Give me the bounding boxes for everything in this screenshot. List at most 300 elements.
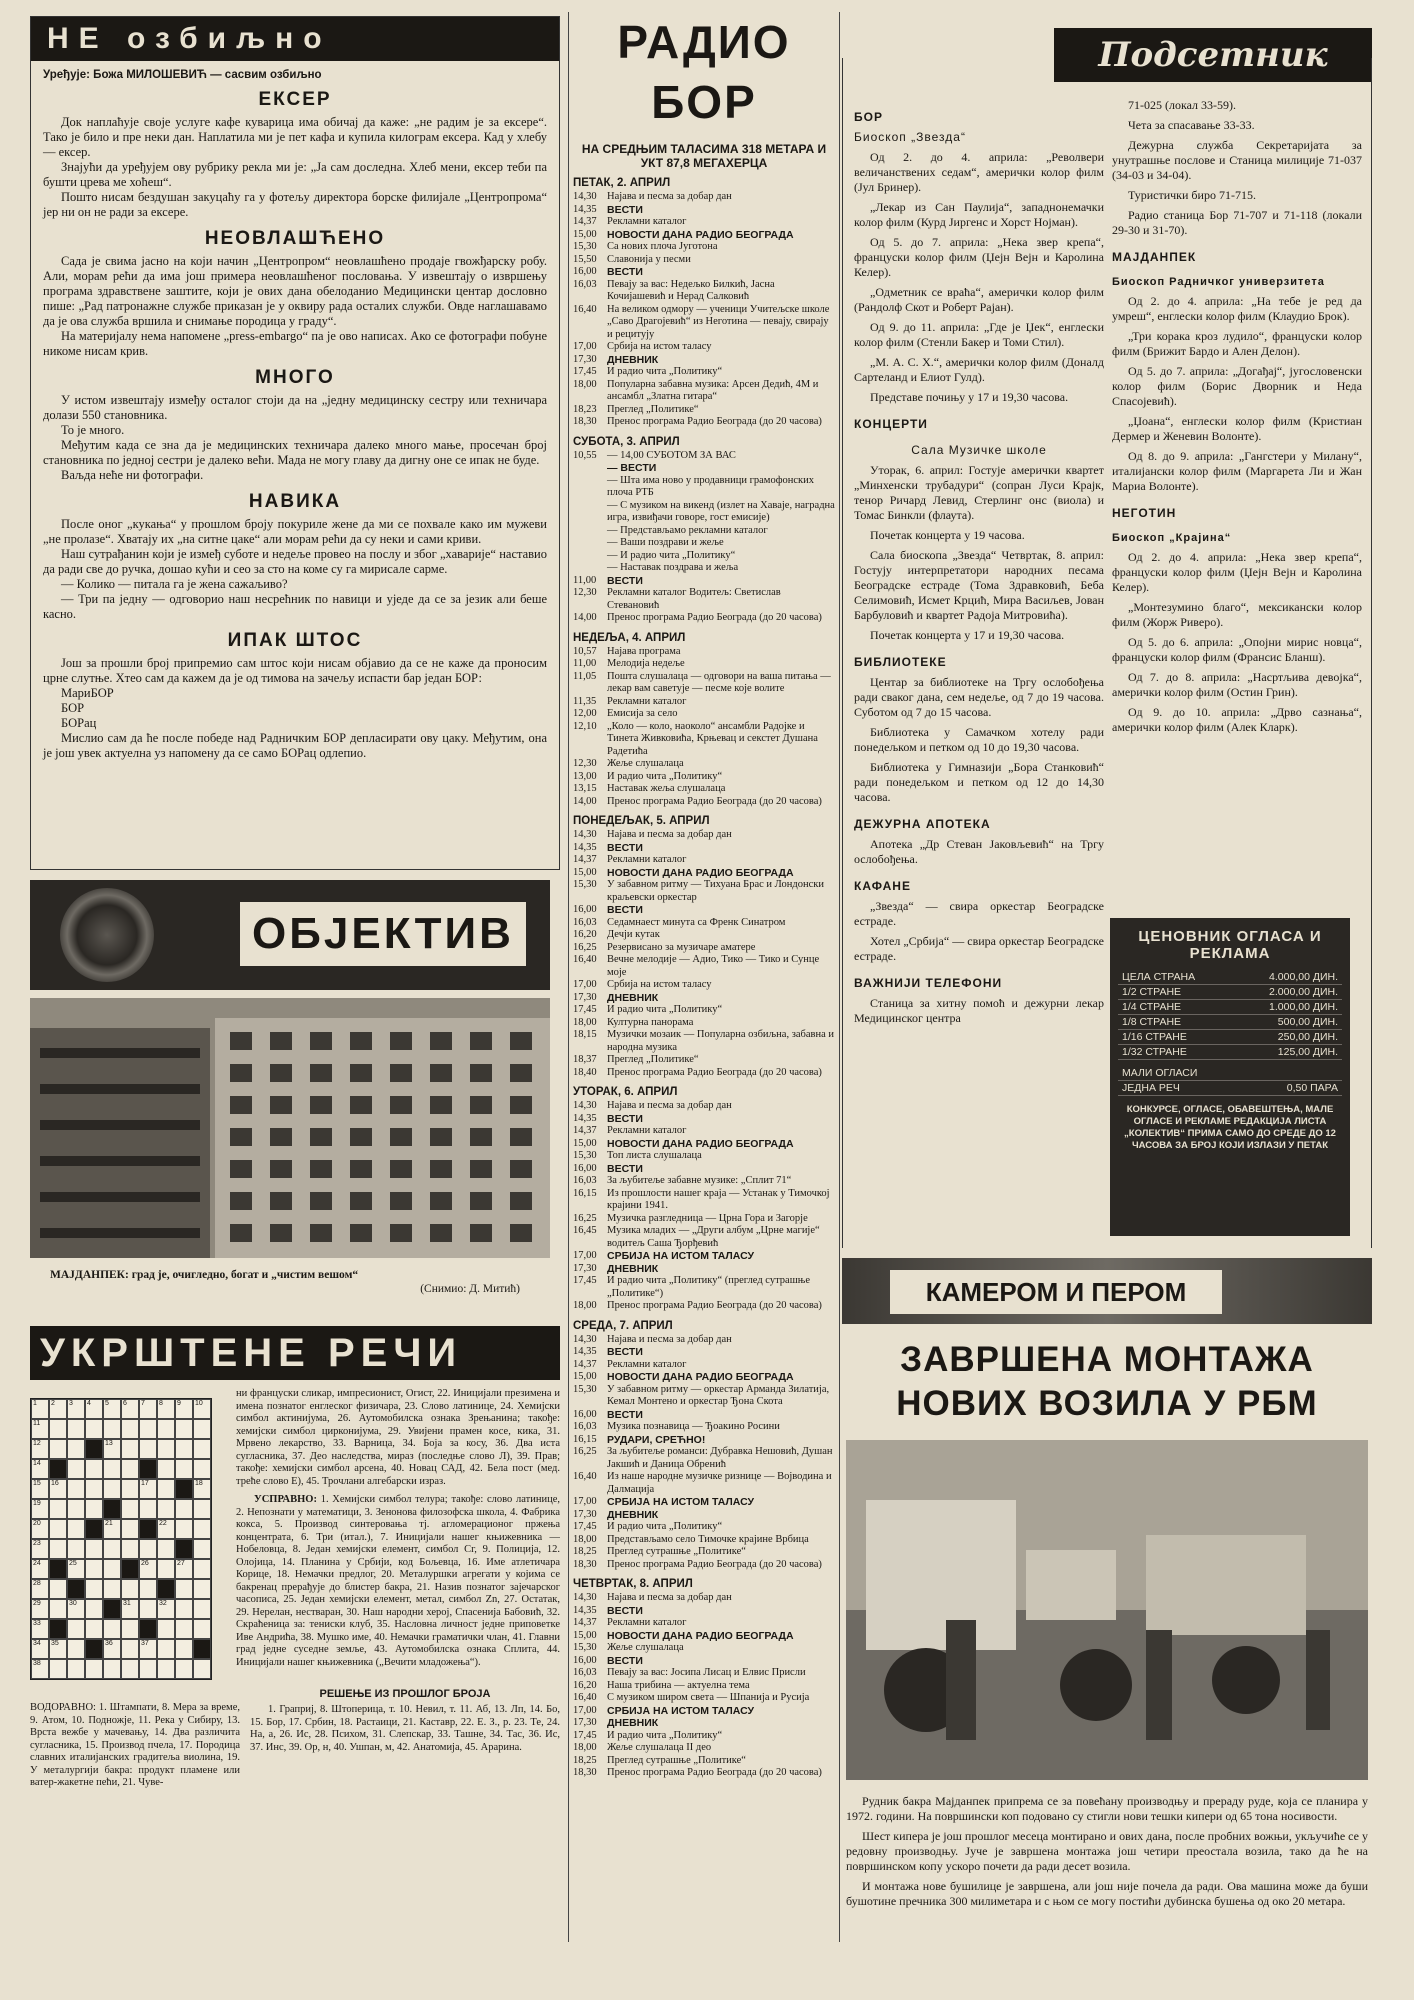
price-row: [1118, 1030, 1342, 1045]
crossword-cell[interactable]: [85, 1419, 103, 1439]
podsetnik-section: [842, 18, 1372, 1248]
crossword-cell[interactable]: [67, 1639, 85, 1659]
program-time: 14,35: [573, 1604, 597, 1616]
crossword-black-cell: [175, 1539, 193, 1559]
program-name: Из прошлости нашег краја — Устанак у Тимочкој крајини 1941.: [607, 1187, 830, 1211]
crossword-cell[interactable]: [49, 1599, 67, 1619]
crossword-black-cell: [139, 1619, 157, 1639]
program-name: ВЕСТИ: [607, 1162, 643, 1175]
program-name: Славонија у песми: [607, 253, 691, 265]
crossword-cell[interactable]: [175, 1599, 193, 1619]
crossword-cell[interactable]: [175, 1439, 193, 1459]
radio-program-row: [573, 1100, 835, 1113]
program-time: 14,35: [573, 841, 597, 853]
majdanpek-films: [1112, 294, 1362, 494]
crossword-cell[interactable]: [193, 1499, 211, 1519]
cell-number: 1: [33, 1400, 37, 1407]
concerts-hall: Сала Музичке школе: [911, 443, 1047, 457]
radio-program-row: [573, 783, 835, 796]
program-name: Пренос програма Радио Београда (до 20 часова): [607, 1767, 822, 1778]
crossword-cell[interactable]: [67, 1619, 85, 1639]
crossword-cell[interactable]: [67, 1599, 85, 1619]
radio-program-row: [573, 671, 835, 696]
crossword-cell[interactable]: [175, 1659, 193, 1679]
window: [430, 1160, 452, 1178]
program-time: 17,30: [573, 991, 597, 1003]
crossword-cell[interactable]: [49, 1539, 67, 1559]
crossword-cell[interactable]: [193, 1399, 211, 1419]
crossword-cell[interactable]: [139, 1539, 157, 1559]
solution-horizontal: ВОДОРАВНО: 1. Штампати, 8. Мера за време, 9. Атом, 10. Подножје, 11. Река у Сибиру, 13. Врста вежбе у мачевању, 14. Два различита сугласника, 15. Производ пчела, 17. Породица славних италијанских градитеља виолина, 19. У металургији бакра: продукт пламене или ватер-жакетне пећи, 21. Чуве-: [30, 1702, 240, 1788]
crossword-cell[interactable]: [103, 1579, 121, 1599]
crossword-cell[interactable]: [49, 1519, 67, 1539]
cell-number: 34: [33, 1640, 41, 1647]
crossword-cell[interactable]: [121, 1659, 139, 1679]
crossword-cell[interactable]: [157, 1439, 175, 1459]
paragraph: Сада је свима јасно на који начин „Центропром“ неовлашћено продаје гвожђарску робу. Али, морам рећи да има још примера неовлашћеног пословања. У извештају о извршењу програма здравствене заштите, који је ових дана обелоданио Медицински центар дословно пише: „Рад патронажне службе приказан је у оквиру рада осталих служби. Овде наглашавамо да је ова служба вршила и снимање породица у граду“.: [43, 254, 547, 328]
radio-program-row: [573, 867, 835, 880]
window: [310, 1032, 332, 1050]
radio-program-row: [573, 1496, 835, 1509]
program-name: Рекламни каталог: [607, 695, 687, 707]
list-item: Туристички биро 71-715.: [1128, 188, 1256, 202]
radio-program-row: [573, 354, 835, 367]
window: [470, 1096, 492, 1114]
program-time: 16,40: [573, 303, 597, 315]
program-name: Србија на истом таласу: [607, 979, 712, 990]
majdanpek-head: МАЈДАНПЕК: [1112, 250, 1197, 264]
program-name: Вечне мелодије — Адио, Тико — Тико и Сунце моје: [607, 954, 820, 978]
list-item: „Монтезумино благо“, мексикански колор филм (Жорж Риверо).: [1112, 600, 1362, 629]
program-name: На великом одмору — ученици Учитељске школе „Саво Драгојевић“ из Неготина — певају, свирају и рецитују: [607, 303, 830, 340]
window: [510, 1032, 532, 1050]
crossword-cell[interactable]: [49, 1579, 67, 1599]
radio-program-row: [573, 758, 835, 771]
crossword-cell[interactable]: [103, 1479, 121, 1499]
price-title: ЦЕНОВНИК ОГЛАСА И РЕКЛАМА: [1138, 928, 1322, 962]
crossword-cell[interactable]: [103, 1439, 121, 1459]
program-time: 16,40: [573, 1692, 597, 1703]
price-value: 1.000,00 ДИН.: [1233, 1000, 1342, 1015]
radio-program-row: [573, 1346, 835, 1359]
program-time: 14,30: [573, 1100, 597, 1111]
crossword-cell[interactable]: [85, 1459, 103, 1479]
crossword-cell[interactable]: [193, 1559, 211, 1579]
crossword-cell[interactable]: [85, 1579, 103, 1599]
crossword-cell[interactable]: [121, 1599, 139, 1619]
crossword-cell[interactable]: [85, 1619, 103, 1639]
crossword-cell[interactable]: [67, 1519, 85, 1539]
crossword-cell[interactable]: [67, 1539, 85, 1559]
crossword-cell[interactable]: [157, 1479, 175, 1499]
crossword-cell[interactable]: [31, 1399, 49, 1419]
list-item: Почетак концерта у 17 и 19,30 часова.: [870, 628, 1065, 642]
crossword-cell[interactable]: [157, 1599, 175, 1619]
crossword-cell[interactable]: [193, 1659, 211, 1679]
program-time: 18,37: [573, 1054, 597, 1065]
radio-program-row: [573, 1730, 835, 1743]
crossword-cell[interactable]: [175, 1459, 193, 1479]
radio-title: РАДИО БОР: [617, 16, 791, 128]
program-name: Пренос програма Радио Београда (до 20 часова): [607, 1558, 822, 1570]
section-title: НЕОВЛАШЋЕНО: [204, 228, 386, 249]
crossword-cell[interactable]: [121, 1439, 139, 1459]
crossword-cell[interactable]: [193, 1479, 211, 1499]
radio-bor-column: [568, 12, 840, 1942]
crossword-cell[interactable]: [157, 1419, 175, 1439]
crossword-cell[interactable]: [175, 1559, 193, 1579]
radio-program-row: [573, 1017, 835, 1030]
crossword-cell[interactable]: [31, 1479, 49, 1499]
crossword-cell[interactable]: [139, 1419, 157, 1439]
program-name: Рекламни каталог: [607, 854, 687, 865]
crossword-black-cell: [85, 1519, 103, 1539]
radio-program-row: [573, 904, 835, 917]
crossword-cell[interactable]: [193, 1459, 211, 1479]
program-name: И радио чита „Политику“: [607, 1521, 723, 1532]
program-name: Наша трибина — актуелна тема: [607, 1679, 750, 1691]
crossword-cell[interactable]: [157, 1559, 175, 1579]
list-item: „Лекар из Сан Паулија“, западнонемачки колор филм (Курд Јиргенс и Хорст Нојман).: [854, 200, 1104, 229]
crossword-black-cell: [49, 1559, 67, 1579]
program-time: 11,00: [573, 658, 597, 669]
program-time: 14,37: [573, 216, 597, 227]
program-name: Дечји кутак: [607, 929, 660, 940]
crossword-black-cell: [121, 1559, 139, 1579]
program-time: [573, 550, 607, 563]
paragraph: Знајући да уређујем ову рубрику рекла ми је: „Ја сам доследна. Хлеб мени, ексер теби па бушти црева ме хоћеш“.: [43, 160, 547, 189]
radio-day-title: ПЕТАК, 2. АПРИЛ: [573, 177, 671, 189]
crossword-cell[interactable]: [67, 1659, 85, 1679]
crossword-cell[interactable]: [49, 1399, 67, 1419]
balcony: [40, 1192, 200, 1202]
radio-program-row: [573, 1642, 835, 1655]
crossword-cell[interactable]: [49, 1419, 67, 1439]
crossword-cell[interactable]: [157, 1459, 175, 1479]
crossword-cell[interactable]: [121, 1619, 139, 1639]
window: [350, 1192, 372, 1210]
radio-program-row: [573, 562, 835, 575]
program-name: Певају за вас: Јосипа Лисац и Елвис Присли: [607, 1667, 806, 1678]
crossword-cell[interactable]: [121, 1419, 139, 1439]
program-time: 16,15: [573, 1187, 597, 1199]
crossword-cell[interactable]: [193, 1619, 211, 1639]
per-word-label: ЈЕДНА РЕЧ: [1118, 1081, 1249, 1096]
humor-sections: [43, 89, 547, 761]
window: [230, 1160, 252, 1178]
window: [230, 1064, 252, 1082]
crossword-cell[interactable]: [139, 1479, 157, 1499]
crossword-cell[interactable]: [49, 1479, 67, 1499]
cell-number: 9: [177, 1400, 181, 1407]
objektiv-caption: [30, 1268, 550, 1296]
radio-program-row: [573, 204, 835, 217]
window: [350, 1224, 372, 1242]
cell-number: 32: [159, 1600, 167, 1607]
radio-program-row: [573, 475, 835, 500]
radio-program-row: [573, 1667, 835, 1680]
crossword-cell[interactable]: [121, 1459, 139, 1479]
cell-number: 21: [105, 1520, 113, 1527]
list-item: „М. А. С. Х.“, амерички колор филм (Доналд Сартеланд и Елиот Гулд).: [854, 355, 1104, 384]
crossword-cell[interactable]: [31, 1559, 49, 1579]
crossword-cell[interactable]: [103, 1539, 121, 1559]
cell-number: 7: [141, 1400, 145, 1407]
program-time: 16,40: [573, 954, 597, 965]
program-time: 18,30: [573, 1558, 597, 1570]
crossword-cell[interactable]: [121, 1519, 139, 1539]
crossword-cell[interactable]: [31, 1619, 49, 1639]
crossword-cell[interactable]: [175, 1619, 193, 1639]
crossword-cell[interactable]: [103, 1559, 121, 1579]
crossword-cell[interactable]: [121, 1399, 139, 1419]
crossword-cell[interactable]: [85, 1559, 103, 1579]
crossword-cell[interactable]: [157, 1639, 175, 1659]
crossword-cell[interactable]: [157, 1519, 175, 1539]
program-time: 16,00: [573, 266, 597, 277]
crossword-cell[interactable]: [49, 1499, 67, 1519]
crossword-cell[interactable]: [121, 1499, 139, 1519]
crossword-cell[interactable]: [139, 1639, 157, 1659]
cell-number: 23: [33, 1540, 41, 1547]
crossword-cell[interactable]: [175, 1639, 193, 1659]
radio-day-title: ПОНЕДЕЉАК, 5. АПРИЛ: [573, 815, 710, 827]
crossword-cell[interactable]: [175, 1419, 193, 1439]
section-title: МНОГО: [255, 367, 335, 388]
list-item: Уторак, 6. април: Гостује амерички квартет „Минхенски трубадури“ (сопран Луси Крајк, тенор Ричард Левид, Стерлинг онс (виола) и Томас Бинкли (флаута).: [854, 463, 1104, 522]
window: [270, 1224, 292, 1242]
crossword-cell[interactable]: [49, 1439, 67, 1459]
crossword-cell[interactable]: [157, 1659, 175, 1679]
crossword-cell[interactable]: [139, 1579, 157, 1599]
crossword-cell[interactable]: [139, 1599, 157, 1619]
program-time: 14,37: [573, 1617, 597, 1628]
crossword-cell[interactable]: [193, 1439, 211, 1459]
crossword-cell[interactable]: [103, 1419, 121, 1439]
radio-program-row: [573, 1054, 835, 1067]
crossword-cell[interactable]: [193, 1539, 211, 1559]
crossword-cell[interactable]: [139, 1399, 157, 1419]
cell-number: 22: [159, 1520, 167, 1527]
crossword-cell[interactable]: [85, 1539, 103, 1559]
radio-program-row: [573, 796, 835, 809]
trucks-photo: [846, 1440, 1368, 1780]
program-name: — Наставак поздрава и жеља: [607, 562, 739, 573]
bor-cinema: Биоскоп „Звезда“: [854, 130, 966, 144]
crossword-cell[interactable]: [31, 1579, 49, 1599]
radio-program-row: [573, 979, 835, 992]
program-name: Музички мозаик — Популарна озбиљна, забавна и народна музика: [607, 1029, 835, 1053]
program-time: 15,00: [573, 1137, 597, 1149]
crossword-cell[interactable]: [67, 1559, 85, 1579]
cell-number: 13: [105, 1440, 113, 1447]
radio-program-row: [573, 1742, 835, 1755]
crossword-cell[interactable]: [85, 1599, 103, 1619]
crossword-cell[interactable]: [103, 1399, 121, 1419]
paragraph: После оног „кукања“ у прошлом броју покуриле жене да ми се похвале како им мужеви „не пролазе“. Хватају их „на ситне цаке“ али морам рећи да су неки и сами криви.: [43, 517, 547, 546]
crossword-cell[interactable]: [67, 1499, 85, 1519]
radio-program-row: [573, 929, 835, 942]
program-name: Најава програма: [607, 645, 681, 657]
crossword-cell[interactable]: [31, 1599, 49, 1619]
program-name: ВЕСТИ: [607, 203, 643, 216]
crossword-cell[interactable]: [175, 1399, 193, 1419]
crossword-cell[interactable]: [103, 1519, 121, 1539]
crossword-cell[interactable]: [175, 1499, 193, 1519]
program-time: 16,00: [573, 1654, 597, 1666]
window: [230, 1032, 252, 1050]
cell-number: 29: [33, 1600, 41, 1607]
window: [310, 1096, 332, 1114]
crossword-cell[interactable]: [121, 1539, 139, 1559]
radio-program-row: [573, 1471, 835, 1496]
crossword-cell[interactable]: [193, 1419, 211, 1439]
crossword-cell[interactable]: [139, 1659, 157, 1679]
program-time: 11,05: [573, 670, 597, 682]
radio-program-row: [573, 842, 835, 855]
crossword-cell[interactable]: [31, 1639, 49, 1659]
program-name: Представљамо село Тимочке крајине Врбица: [607, 1533, 809, 1545]
program-time: 17,30: [573, 353, 597, 365]
radio-program-row: [573, 1150, 835, 1163]
program-name: Жеље слушалаца II део: [607, 1742, 712, 1753]
kamerom-article: [842, 1794, 1372, 1909]
crossword-cell[interactable]: [103, 1639, 121, 1659]
solution-right: [240, 1688, 560, 1790]
crossword-grid[interactable]: [30, 1398, 212, 1680]
crossword-cell[interactable]: [157, 1499, 175, 1519]
program-time: 16,25: [573, 1446, 597, 1457]
program-name: Преглед „Политике“: [607, 403, 699, 415]
cell-number: 17: [141, 1480, 149, 1487]
crossword-cell[interactable]: [67, 1439, 85, 1459]
crossword-cell[interactable]: [139, 1499, 157, 1519]
cell-number: 8: [159, 1400, 163, 1407]
program-name: — Шта има ново у продавници грамофонских плоча РТБ: [607, 474, 814, 498]
crossword-cell[interactable]: [175, 1579, 193, 1599]
program-time: 14,00: [573, 795, 597, 807]
cell-number: 16: [51, 1480, 59, 1487]
paragraph: МариБОР: [61, 686, 114, 700]
radio-program-row: [573, 771, 835, 784]
crossword-cell[interactable]: [31, 1459, 49, 1479]
program-time: 11,35: [573, 695, 597, 707]
program-time: 17,30: [573, 1262, 597, 1274]
program-name: — 14,00 СУБОТОМ ЗА ВАС: [607, 449, 736, 461]
program-name: СРБИЈА НА ИСТОМ ТАЛАСУ: [607, 1704, 755, 1717]
podsetnik-left: [854, 98, 1104, 1238]
program-time: 16,03: [573, 278, 597, 290]
crossword-cell[interactable]: [103, 1659, 121, 1679]
crossword-cell[interactable]: [139, 1439, 157, 1459]
radio-program-row: [573, 829, 835, 842]
crossword-cell[interactable]: [31, 1499, 49, 1519]
crossword-cell[interactable]: [121, 1579, 139, 1599]
objektiv-banner: [30, 880, 550, 990]
crossword-cell[interactable]: [121, 1479, 139, 1499]
crossword-cell[interactable]: [67, 1479, 85, 1499]
crossword-cell[interactable]: [139, 1559, 157, 1579]
crossword-cell[interactable]: [157, 1619, 175, 1639]
crossword-cell[interactable]: [121, 1639, 139, 1659]
window: [470, 1064, 492, 1082]
paragraph: БОРац: [61, 716, 97, 730]
list-item: Од 2. до 4. априла: „На тебе је ред да умреш“, енглески колор филм (Клаудио Брок).: [1112, 294, 1362, 323]
price-row: [1118, 970, 1342, 985]
crossword-cell[interactable]: [103, 1619, 121, 1639]
crossword-cell[interactable]: [85, 1399, 103, 1419]
crossword-cell[interactable]: [157, 1539, 175, 1559]
crossword-cell[interactable]: [31, 1659, 49, 1679]
list-item: Представе почињу у 17 и 19,30 часова.: [870, 390, 1069, 404]
window: [510, 1064, 532, 1082]
balcony: [40, 1156, 200, 1166]
program-time: 12,30: [573, 758, 597, 769]
radio-program-row: [573, 1300, 835, 1313]
window: [270, 1064, 292, 1082]
program-time: [573, 525, 607, 538]
program-name: ВЕСТИ: [607, 1604, 643, 1617]
list-item: Од 2. до 4. априла: „Нека звер крепа“, француски колор филм (Џејн Вејн и Каролина Келер).: [1112, 550, 1362, 594]
cell-number: 24: [33, 1560, 41, 1567]
paragraph: — Колико — питала га је жена сажаљиво?: [61, 577, 288, 591]
crossword-cell[interactable]: [31, 1519, 49, 1539]
radio-program-row: [573, 721, 835, 759]
crossword-cell[interactable]: [175, 1519, 193, 1539]
crossword-cell[interactable]: [85, 1499, 103, 1519]
crossword-cell[interactable]: [103, 1459, 121, 1479]
crossword-cell[interactable]: [31, 1419, 49, 1439]
crossword-cell[interactable]: [31, 1439, 49, 1459]
crossword-clues: [230, 1388, 560, 1680]
crossword-cell[interactable]: [67, 1459, 85, 1479]
program-name: СРБИЈА НА ИСТОМ ТАЛАСУ: [607, 1496, 755, 1508]
price-value: 500,00 ДИН.: [1233, 1015, 1342, 1030]
crossword-cell[interactable]: [49, 1639, 67, 1659]
balcony: [40, 1048, 200, 1058]
program-time: [573, 500, 607, 525]
crossword-cell[interactable]: [49, 1659, 67, 1679]
crossword-cell[interactable]: [67, 1419, 85, 1439]
crossword-cell[interactable]: [31, 1539, 49, 1559]
radio-program-row: [573, 304, 835, 342]
program-time: 14,30: [573, 829, 597, 840]
window: [390, 1064, 412, 1082]
crossword-black-cell: [49, 1619, 67, 1639]
phones-head: ВАЖНИЈИ ТЕЛЕФОНИ: [854, 976, 1003, 990]
price-row: [1118, 985, 1342, 1000]
price-label: 1/8 СТРАНЕ: [1118, 1015, 1233, 1030]
negotin-films: [1112, 550, 1362, 735]
crossword-cell[interactable]: [193, 1579, 211, 1599]
crossword-cell[interactable]: [85, 1479, 103, 1499]
crossword-cell[interactable]: [193, 1599, 211, 1619]
radio-program-row: [573, 879, 835, 904]
crossword-cell[interactable]: [85, 1659, 103, 1679]
crossword-cell[interactable]: [157, 1399, 175, 1419]
program-time: 16,40: [573, 1471, 597, 1482]
list-item: Од 9. до 11. априла: „Где је Џек“, енглески колор филм (Стенли Бакер и Томи Стил).: [854, 320, 1104, 349]
price-value: 2.000,00 ДИН.: [1233, 985, 1342, 1000]
crossword-cell[interactable]: [193, 1519, 211, 1539]
program-time: 14,30: [573, 1333, 597, 1345]
price-note: КОНКУРСЕ, ОГЛАСЕ, ОБАВЕШТЕЊА, МАЛЕ ОГЛАСЕ И РЕКЛАМЕ РЕДАКЦИЈА ЛИСТА „КОЛЕКТИВ“ ПРИМА САМО ДО СРЕДЕ ДО 12 ЧАСОВА ЗА БРОЈ КОЈИ ИЗЛАЗИ У ПЕТАК: [1124, 1104, 1336, 1151]
program-name: ВЕСТИ: [607, 1408, 643, 1421]
program-time: 18,23: [573, 403, 597, 415]
window: [430, 1192, 452, 1210]
program-name: СРБИЈА НА ИСТОМ ТАЛАСУ: [607, 1250, 755, 1262]
crossword-cell[interactable]: [67, 1399, 85, 1419]
